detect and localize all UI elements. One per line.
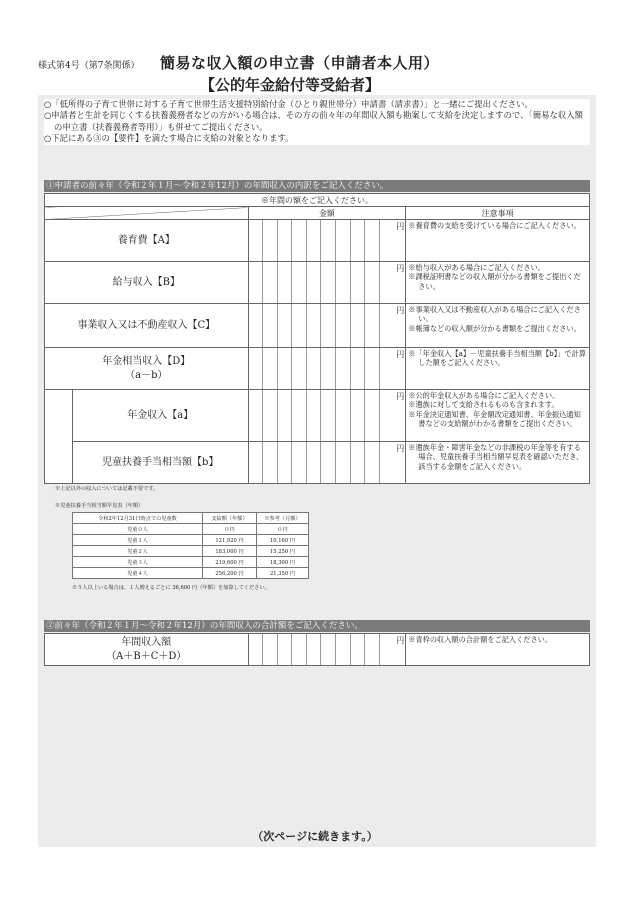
- page-subtitle: 【公的年金給付等受給者】: [200, 76, 381, 94]
- column-amount: 金額: [248, 207, 406, 220]
- child-allowance-table: [72, 512, 309, 579]
- row-label-d: 年金相当収入【D】 （a－b）: [45, 348, 249, 390]
- section1-footnote: ※上記以外の収入については記載不要です。: [55, 486, 159, 492]
- child-table-footnote: ※５人以上いる場合は、１人増えるごとに 36,600 円（年額）を加算してください。: [72, 585, 270, 591]
- column-notes: 注意事項: [406, 207, 590, 220]
- row-label-c: 事業収入又は不動産収入【C】: [45, 304, 249, 348]
- row-label-child-allowance: 児童扶養手当相当額【b】: [72, 442, 248, 484]
- row-note-a: ※養育費の支給を受けている場合にご記入ください。: [406, 220, 590, 262]
- amount-field-d[interactable]: 円: [248, 348, 406, 390]
- child-table-header: 支給額（年額）: [203, 513, 257, 524]
- row-note-pension: ※公的年金収入がある場合にご記入ください。 ※遺族に対して支給されるものも含まれます。 ※年金決定通知書、年金額改定通知書、年金振込通知書などの支給額がわかる書類をご提出ください。: [406, 390, 590, 442]
- table-corner: [45, 207, 249, 220]
- amount-field-pension[interactable]: 円: [248, 390, 406, 442]
- note-item: ○「低所得の子育て世帯に対する子育て世帯生活支援特別給付金（ひとり親世帯分）申請書（請求書）」と一緒にご提出ください。: [44, 99, 533, 109]
- note-item: ○申請者と生計を同じくする扶養義務者などの方がいる場合は、その方の前々年の年間収入額も勘案して支給を決定しますので、「簡易な収入額の申立書（扶養義務者等用）」も併せてご提出ください。: [44, 110, 583, 132]
- annual-income-total-table: [44, 633, 590, 666]
- form-number: 様式第4号（第7条関係）: [38, 61, 140, 71]
- table-row: 児童１人 121,920 円 10,160 円: [73, 535, 309, 546]
- total-amount-field[interactable]: 円: [248, 634, 406, 666]
- total-note: ※青枠の収入額の合計額をご記入ください。: [406, 634, 590, 666]
- child-table-header: 令和2年12月31日時点での児童数: [73, 513, 203, 524]
- total-label: 年間収入額 （A＋B＋C＋D）: [45, 634, 249, 666]
- table-row: 児童２人 183,000 円 15,250 円: [73, 546, 309, 557]
- row-label-pension: 年金収入【a】: [72, 390, 248, 442]
- amount-field-b[interactable]: 円: [248, 262, 406, 304]
- table-row: 児童４人 256,200 円 21,350 円: [73, 568, 309, 579]
- page-title: 簡易な収入額の申立書（申請者本人用）: [160, 54, 440, 72]
- amount-field-a[interactable]: 円: [248, 220, 406, 262]
- child-table-header: ※参考（月額）: [257, 513, 309, 524]
- row-label-a: 養育費【A】: [45, 220, 249, 262]
- child-table-title: ※児童扶養手当相当額早見表（年額）: [55, 503, 144, 509]
- section1-title: ①申請者の前々年（令和２年１月～令和２年12月）の年間収入の内訳をご記入ください。: [44, 180, 590, 192]
- row-note-child-allowance: ※遺族年金・障害年金などの非課税の年金等を有する場合、児童扶養手当相当額早見表を確認いただき、該当する金額をご記入ください。: [406, 442, 590, 484]
- table-subheader: ※年間の額をご記入ください。: [45, 194, 590, 207]
- row-label-b: 給与収入【B】: [45, 262, 249, 304]
- row-note-b: ※給与収入がある場合にご記入ください。 ※課税証明書などの収入額が分かる書類をご提出ください。: [406, 262, 590, 304]
- indent-cell: [45, 390, 73, 484]
- instruction-notes: [44, 99, 590, 145]
- amount-field-child-allowance[interactable]: 円: [248, 442, 406, 484]
- income-breakdown-table: [44, 193, 590, 484]
- table-row: 児童３人 219,600 円 18,300 円: [73, 557, 309, 568]
- row-note-c: ※事業収入又は不動産収入がある場合にご記入ください。 ※帳簿などの収入額が分かる書類をご提出ください。: [406, 304, 590, 348]
- continuation-footer: （次ページに続きます。）: [252, 830, 378, 843]
- row-note-d: ※「年金収入【a】－児童扶養手当相当額【b】」で計算した額をご記入ください。: [406, 348, 590, 390]
- table-row: 児童０人 ０円 ０円: [73, 524, 309, 535]
- amount-field-c[interactable]: 円: [248, 304, 406, 348]
- section2-title: ②前々年（令和２年１月～令和２年12月）の年間収入の合計額をご記入ください。: [44, 620, 590, 632]
- note-item: ○下記にある③の【要件】を満たす場合に支給の対象となります。: [44, 133, 294, 144]
